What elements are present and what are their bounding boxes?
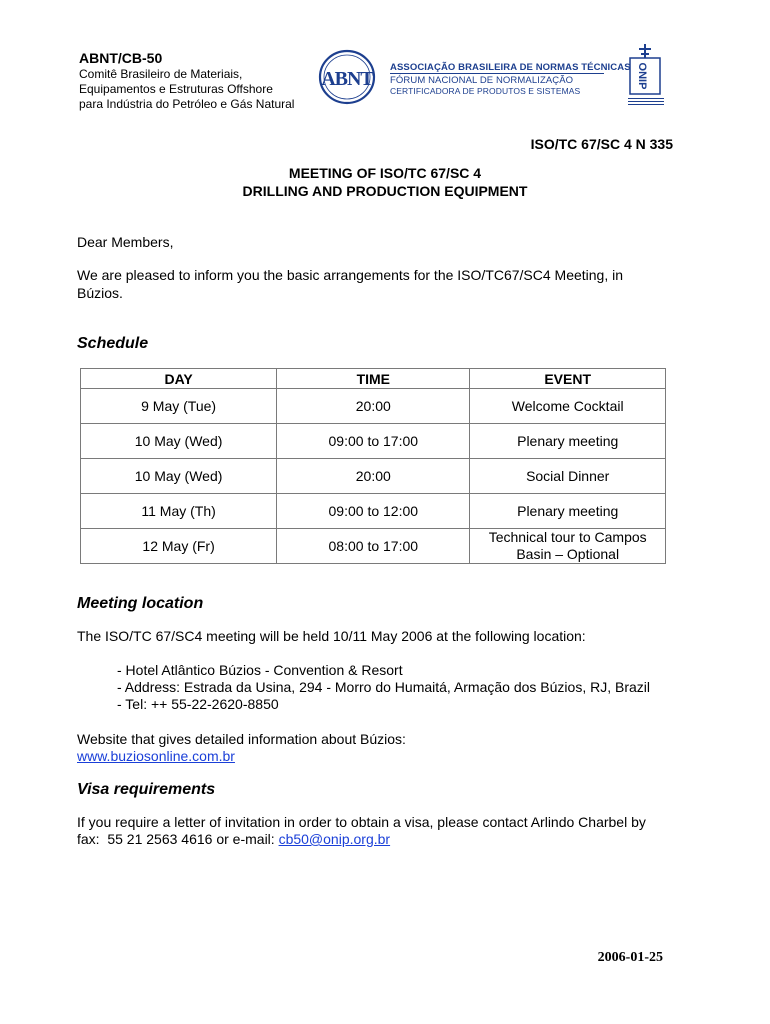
table-row xyxy=(81,494,666,529)
cell-day: 10 May (Wed) xyxy=(81,459,277,494)
schedule-heading: Schedule xyxy=(77,335,149,352)
document-number: ISO/TC 67/SC 4 N 335 xyxy=(530,136,673,152)
location-item-address: - Address: Estrada da Usina, 294 - Morro do Humaitá, Armação dos Búzios, RJ, Brazil xyxy=(117,679,651,695)
cell-day: 11 May (Th) xyxy=(81,494,277,529)
cell-time: 20:00 xyxy=(277,389,470,424)
email-link[interactable]: cb50@onip.org.br xyxy=(278,831,391,847)
cell-event-line-1: Technical tour to Campos xyxy=(488,529,647,545)
table-row xyxy=(81,389,666,424)
org-code: ABNT/CB-50 xyxy=(79,50,163,66)
org-line-3: para Indústria do Petróleo e Gás Natural xyxy=(79,97,295,111)
visa-line-2 xyxy=(77,830,677,849)
document-date: 2006-01-25 xyxy=(597,950,663,965)
cell-day: 12 May (Fr) xyxy=(81,529,277,564)
table-row xyxy=(81,424,666,459)
column-header-day: DAY xyxy=(81,369,277,389)
intro-line-1: We are pleased to inform you the basic arrangements for the ISO/TC67/SC4 Meeting, in xyxy=(77,267,624,283)
cell-event: Welcome Cocktail xyxy=(470,389,666,424)
table-row xyxy=(81,529,666,564)
cell-time: 09:00 to 12:00 xyxy=(277,494,470,529)
location-item-hotel: - Hotel Atlântico Búzios - Convention & Resort xyxy=(117,662,403,678)
cell-event-line-2: Basin – Optional xyxy=(516,546,620,562)
abnt-logo-icon xyxy=(318,49,376,105)
cell-event: Social Dinner xyxy=(470,459,666,494)
cell-time: 20:00 xyxy=(277,459,470,494)
svg-text:ONIP: ONIP xyxy=(636,62,648,90)
meeting-title-line-2: DRILLING AND PRODUCTION EQUIPMENT xyxy=(242,183,528,199)
cell-event: Plenary meeting xyxy=(470,424,666,459)
assoc-cert: CERTIFICADORA DE PRODUTOS E SISTEMAS xyxy=(390,86,581,96)
svg-text:ABNT: ABNT xyxy=(321,68,373,90)
cell-day: 10 May (Wed) xyxy=(81,424,277,459)
schedule-table xyxy=(80,368,666,564)
cell-day: 9 May (Tue) xyxy=(81,389,277,424)
org-line-1: Comitê Brasileiro de Materiais, xyxy=(79,67,243,81)
assoc-name: ASSOCIAÇÃO BRASILEIRA DE NORMAS TÉCNICAS xyxy=(390,62,631,73)
onip-logo-icon xyxy=(622,44,670,108)
cell-time: 08:00 to 17:00 xyxy=(277,529,470,564)
org-line-2: Equipamentos e Estruturas Offshore xyxy=(79,82,273,96)
website-intro: Website that gives detailed information about Búzios: xyxy=(77,731,406,747)
assoc-divider xyxy=(390,73,604,74)
assoc-forum: FÓRUM NACIONAL DE NORMALIZAÇÃO xyxy=(390,75,574,86)
location-intro: The ISO/TC 67/SC4 meeting will be held 10/11 May 2006 at the following location: xyxy=(77,628,586,644)
greeting: Dear Members, xyxy=(77,234,174,250)
website-line xyxy=(77,747,677,766)
location-item-tel: - Tel: ++ 55-22-2620-8850 xyxy=(117,696,279,712)
visa-line-1: If you require a letter of invitation in order to obtain a visa, please contact Arlindo Charbel by xyxy=(77,814,646,830)
column-header-event: EVENT xyxy=(470,369,666,389)
location-heading: Meeting location xyxy=(77,595,204,612)
cell-event xyxy=(470,529,666,564)
intro-line-2: Búzios. xyxy=(77,285,123,301)
cell-time: 09:00 to 17:00 xyxy=(277,424,470,459)
meeting-title-line-1: MEETING OF ISO/TC 67/SC 4 xyxy=(288,165,482,181)
website-link[interactable]: www.buziosonline.com.br xyxy=(77,748,235,764)
visa-heading: Visa requirements xyxy=(77,781,216,798)
cell-event: Plenary meeting xyxy=(470,494,666,529)
visa-fax-text: fax: 55 21 2563 4616 or e-mail: xyxy=(77,831,279,847)
table-row xyxy=(81,459,666,494)
column-header-time: TIME xyxy=(277,369,470,389)
table-header-row xyxy=(81,369,666,389)
